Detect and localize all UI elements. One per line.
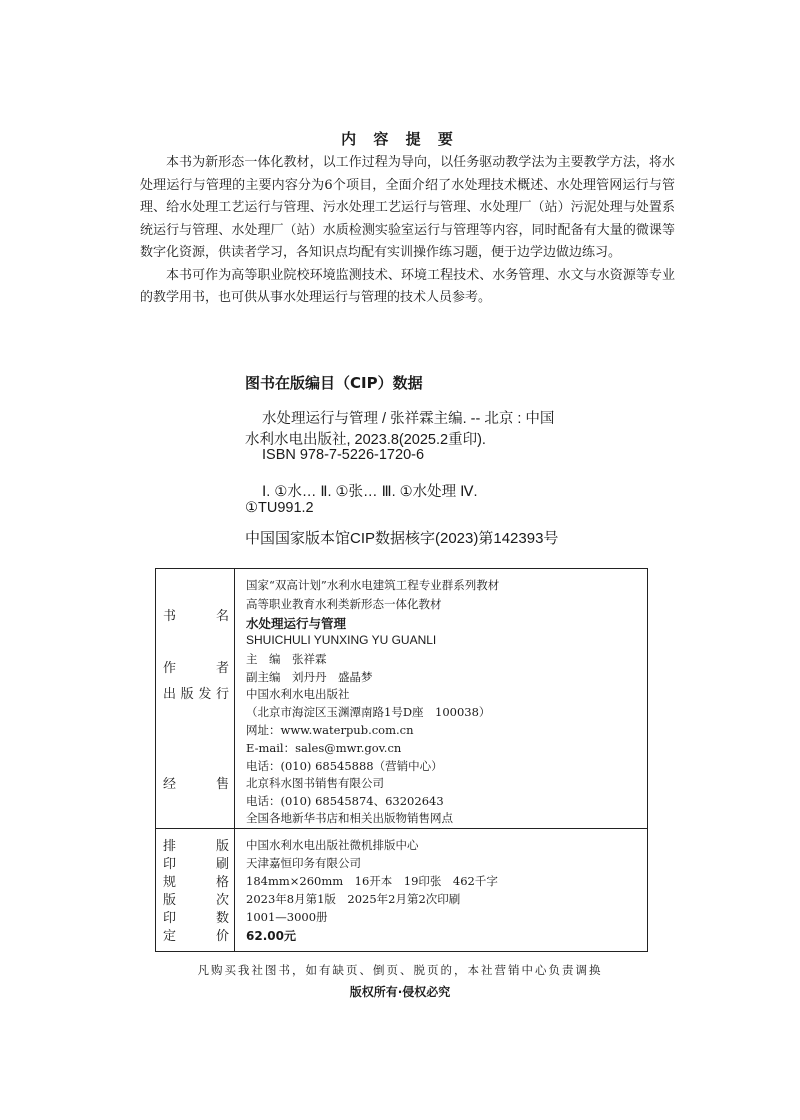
edition-label: 版 次: [163, 893, 229, 908]
publisher: 中国水利水电出版社: [246, 687, 350, 701]
spec-label: 规 格: [163, 875, 229, 890]
series-line-2: 高等职业教育水利类新形态一体化教材: [246, 597, 442, 611]
abstract-title: 内 容 提 要: [341, 130, 459, 148]
book-title-label: 书 名: [163, 609, 229, 624]
printer: 天津嘉恒印务有限公司: [246, 856, 361, 870]
distributor-network: 全国各地新华书店和相关出版物销售网点: [246, 811, 453, 825]
chief-editor: 主 编 张祥霖: [246, 652, 327, 666]
series-line-1: 国家“双高计划”水利水电建筑工程专业群系列教材: [246, 578, 500, 592]
abstract-body: [140, 152, 675, 310]
spec: 184mm×260mm 16开本 19印张 462千字: [246, 874, 498, 888]
printing-label: 印 刷: [163, 857, 229, 872]
publisher-email: E-mail：sales@mwr.gov.cn: [246, 741, 402, 755]
publisher-website: 网址：www.waterpub.com.cn: [246, 723, 414, 737]
abstract-paragraph-1: 本书为新形态一体化教材，以工作过程为导向，以任务驱动教学法为主要教学方法，将水处理运行与管理的主要内容分为6个项目，全面介绍了水处理技术概述、水处理管网运行与管理、给水处理工艺运行与管理、污水处理工艺运行与管理、水处理厂（站）污泥处理与处置系统运行与管理、水处理厂（站）水质检测实验室运行与管理等内容，同时配备有大量的微课等数字化资源，供读者学习，各知识点均配有实训操作练习题，便于边学边做边练习。: [140, 155, 675, 260]
price-label: 定 价: [163, 929, 229, 944]
distributor-phone: 电话：(010) 68545874、63202643: [246, 794, 444, 808]
typeset-label: 排 版: [163, 839, 229, 854]
distributor: 北京科水图书销售有限公司: [246, 776, 384, 790]
price: 62.00元: [246, 929, 296, 943]
column-divider: [234, 569, 235, 951]
deputy-editors: 副主编 刘丹丹 盛晶梦: [246, 670, 373, 684]
copies: 1001—3000册: [246, 910, 328, 924]
replacement-notice: 凡购买我社图书，如有缺页、倒页、脱页的，本社营销中心负责调换: [197, 963, 603, 977]
publisher-label: 出版发行: [163, 687, 229, 702]
typeset: 中国水利水电出版社微机排版中心: [246, 838, 419, 852]
cip-classification: Ⅰ. ①水… Ⅱ. ①张… Ⅲ. ①水处理 Ⅳ.: [262, 484, 478, 500]
distributor-label: 经 售: [163, 777, 229, 792]
cip-classification-code: ①TU991.2: [245, 500, 314, 516]
cip-line: 水利水电出版社, 2023.8(2025.2重印).: [245, 432, 486, 448]
cip-record-number: 中国国家版本馆CIP数据核字(2023)第142393号: [245, 530, 559, 547]
copyright-info-table: [155, 568, 648, 952]
publisher-phone: 电话：(010) 68545888（营销中心）: [246, 759, 443, 773]
cip-line: 水处理运行与管理 / 张祥霖主编. -- 北京 : 中国: [262, 411, 555, 427]
abstract-paragraph-2: 本书可作为高等职业院校环境监测技术、环境工程技术、水务管理、水文与水资源等专业的教学用书，也可供从事水处理运行与管理的技术人员参考。: [140, 267, 675, 305]
copies-label: 印 数: [163, 911, 229, 926]
author-label: 作 者: [163, 661, 229, 676]
edition: 2023年8月第1版 2025年2月第2次印刷: [246, 892, 461, 906]
copyright-notice: 版权所有·侵权必究: [349, 985, 451, 999]
row-divider: [156, 828, 647, 829]
cip-isbn: ISBN 978-7-5226-1720-6: [262, 447, 425, 463]
book-title: 水处理运行与管理: [246, 616, 347, 631]
publisher-address: （北京市海淀区玉渊潭南路1号D座 100038）: [246, 705, 491, 719]
cip-heading: 图书在版编目（CIP）数据: [245, 374, 423, 392]
book-title-pinyin: SHUICHULI YUNXING YU GUANLI: [246, 633, 437, 647]
